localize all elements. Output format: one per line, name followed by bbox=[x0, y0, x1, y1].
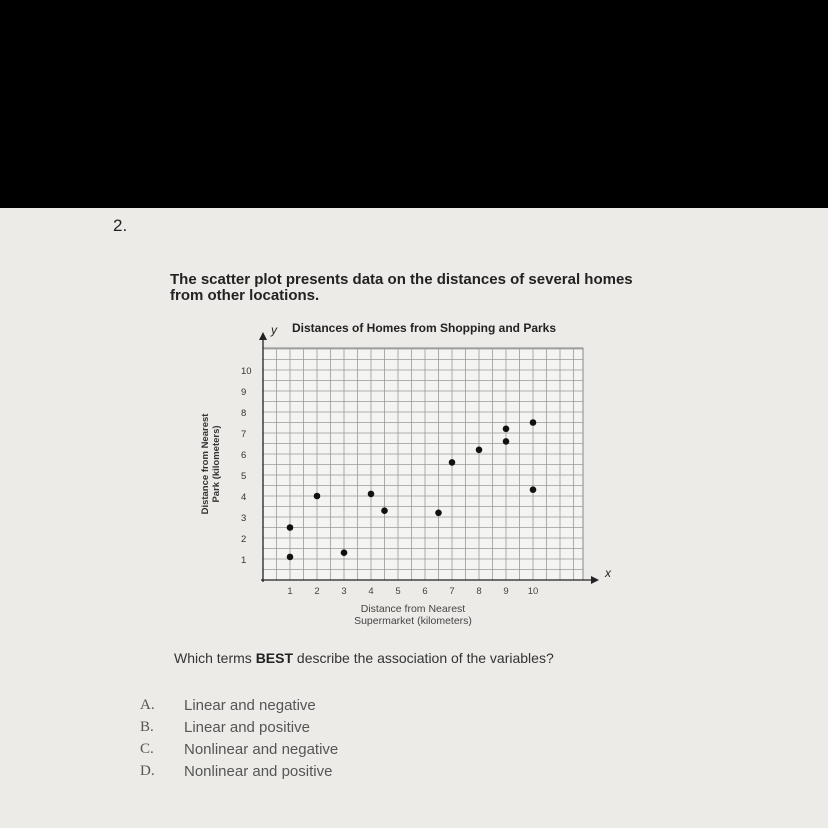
y-tick-label: 5 bbox=[241, 471, 247, 482]
x-tick-label: 1 bbox=[287, 586, 293, 597]
y-tick-label: 10 bbox=[241, 366, 252, 377]
y-tick-label: 8 bbox=[241, 408, 247, 419]
x-tick-label: 7 bbox=[449, 586, 455, 597]
prompt-end: describe the association of the variables? bbox=[293, 650, 554, 666]
data-point bbox=[341, 549, 348, 556]
y-tick-label: 9 bbox=[241, 387, 247, 398]
data-point bbox=[381, 507, 388, 514]
x-tick-label: 9 bbox=[503, 586, 509, 597]
x-tick-labels bbox=[287, 586, 538, 597]
y-tick-labels bbox=[241, 366, 252, 566]
y-tick-label: 2 bbox=[241, 534, 247, 545]
option-c[interactable] bbox=[140, 738, 338, 760]
option-letter: B. bbox=[140, 718, 154, 735]
y-tick-label: 7 bbox=[241, 429, 247, 440]
data-point bbox=[287, 554, 294, 561]
x-axis-arrow bbox=[591, 576, 599, 584]
question-prompt bbox=[174, 650, 614, 667]
x-tick-label: 3 bbox=[341, 586, 347, 597]
y-tick-label: 3 bbox=[241, 513, 247, 524]
question-number: 2. bbox=[113, 216, 128, 235]
y-tick-label: 6 bbox=[241, 450, 247, 461]
option-d[interactable] bbox=[140, 760, 338, 782]
option-text: Linear and negative bbox=[184, 696, 316, 714]
worksheet-page bbox=[0, 208, 828, 828]
data-point bbox=[530, 486, 537, 493]
data-point bbox=[449, 459, 456, 466]
y-tick-label: 1 bbox=[241, 555, 247, 566]
data-point bbox=[503, 438, 510, 445]
x-axis-label: Distance from Nearest Supermarket (kilometers) bbox=[354, 603, 472, 627]
data-point bbox=[314, 493, 321, 500]
x-tick-label: 10 bbox=[527, 586, 539, 597]
answer-options bbox=[140, 694, 338, 782]
option-text: Linear and positive bbox=[184, 718, 310, 736]
x-axis-letter: x bbox=[605, 566, 611, 580]
option-letter: A. bbox=[140, 696, 155, 713]
data-point bbox=[435, 510, 442, 517]
x-tick-label: 4 bbox=[368, 586, 374, 597]
chart-title: Distances of Homes from Shopping and Parks bbox=[291, 321, 557, 335]
question-intro: The scatter plot presents data on the distances of several homes from other locations. bbox=[170, 271, 633, 304]
data-point bbox=[530, 419, 537, 426]
data-point bbox=[476, 447, 483, 454]
data-point bbox=[503, 426, 510, 433]
option-a[interactable] bbox=[140, 694, 338, 716]
prompt-start: Which terms bbox=[174, 650, 256, 666]
plot-area bbox=[263, 348, 583, 580]
option-b[interactable] bbox=[140, 716, 338, 738]
chart-grid bbox=[263, 348, 583, 580]
y-axis-letter: y bbox=[271, 323, 277, 337]
x-tick-label: 2 bbox=[314, 586, 320, 597]
option-text: Nonlinear and negative bbox=[184, 740, 339, 758]
x-tick-label: 6 bbox=[422, 586, 428, 597]
y-axis-label: Distance from NearestPark (kilometers) bbox=[200, 413, 222, 515]
data-point bbox=[287, 524, 294, 531]
x-tick-label: 8 bbox=[476, 586, 482, 597]
x-tick-label: 5 bbox=[395, 586, 401, 597]
option-text: Nonlinear and positive bbox=[184, 762, 333, 780]
prompt-emphasis: BEST bbox=[255, 650, 294, 666]
option-letter: C. bbox=[140, 740, 154, 757]
option-letter: D. bbox=[140, 762, 155, 779]
y-axis-arrow bbox=[259, 332, 267, 340]
y-tick-label: 4 bbox=[241, 492, 247, 503]
data-point bbox=[368, 491, 375, 498]
